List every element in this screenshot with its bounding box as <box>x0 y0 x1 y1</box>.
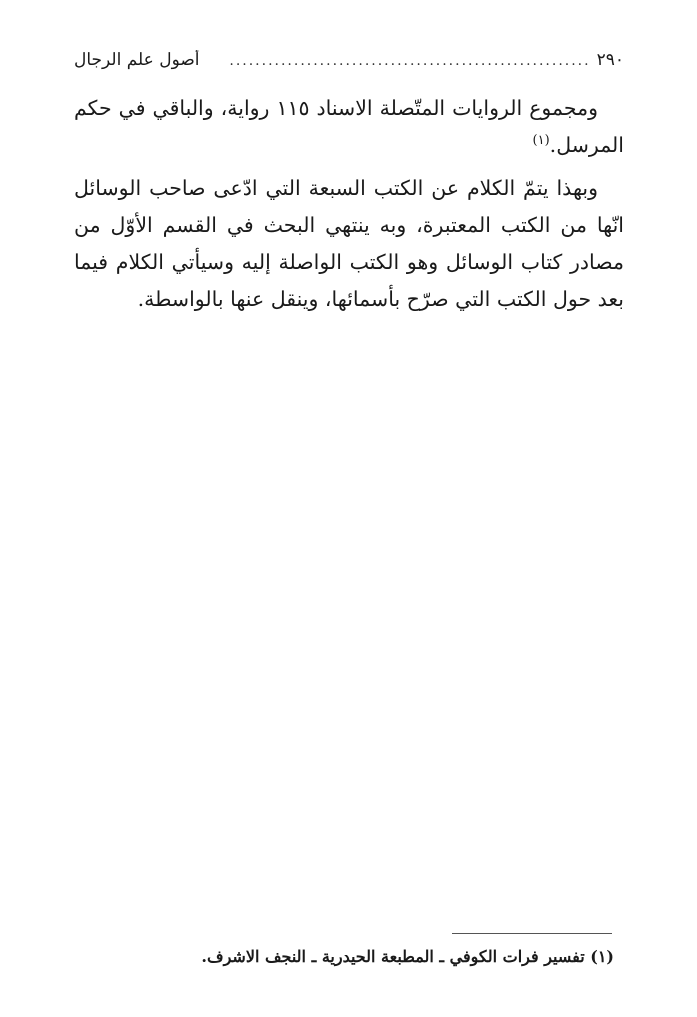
running-header <box>74 50 624 76</box>
paragraph-1-text: ومجموع الروايات المتّصلة الاسناد ١١٥ رواية، والباقي في حكم المرسل. <box>74 96 624 157</box>
page-number: ٢٩٠ <box>596 50 624 70</box>
running-title: أصول علم الرجال <box>74 50 200 70</box>
paragraph-1 <box>74 90 624 164</box>
paragraph-2: وبهذا يتمّ الكلام عن الكتب السبعة التي ادّعى صاحب الوسائل انّها من الكتب المعتبرة، وبه ينتهي البحث في القسم الأوّل من مصادر كتاب الوسائل وهو الكتب الواصلة إليه وسيأتي الكلام فيما بعد حول الكتب التي صرّح بأسمائها، وينقل عنها بالواسطة. <box>74 176 624 311</box>
footnote-divider <box>452 933 612 934</box>
dot-leader: ........................................................ <box>229 53 591 69</box>
footnote-reference: (١) <box>532 133 550 149</box>
main-text <box>74 90 624 324</box>
footnote: (١) تفسير فرات الكوفي ـ المطبعة الحيدرية ـ النجف الاشرف. <box>201 947 614 966</box>
